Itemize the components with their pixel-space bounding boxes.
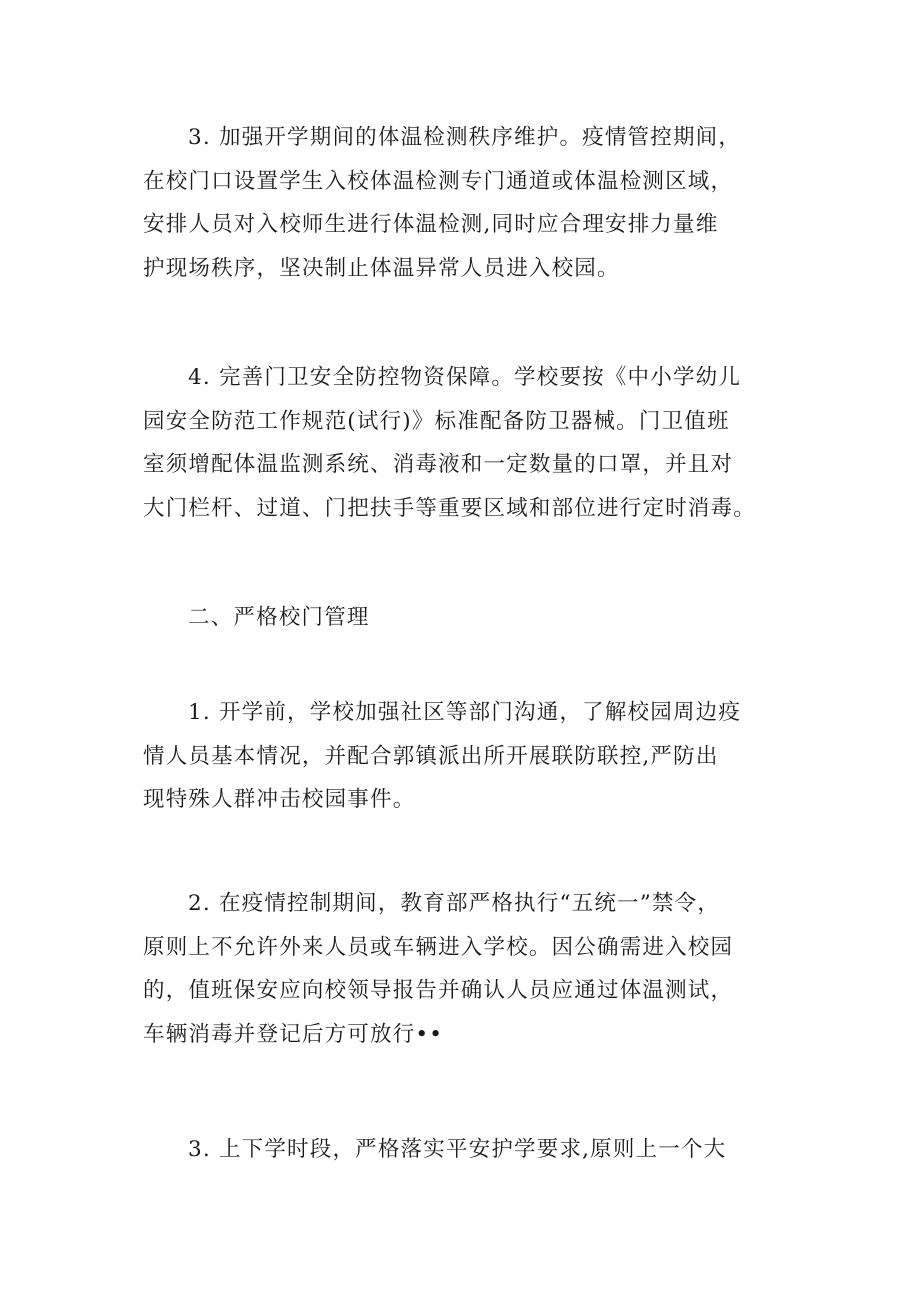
text-line: 安排人员对入校师生进行体温检测,同时应合理安排力量维 bbox=[143, 212, 719, 238]
text-line: 1. 开学前，学校加强社区等部门沟通，了解校园周边疫 bbox=[188, 700, 742, 725]
text-line: 4. 完善门卫安全防控物资保障。学校要按《中小学幼儿 bbox=[188, 365, 742, 390]
text-line: 室须增配体温监测系统、消毒液和一定数量的口罩，并且对 bbox=[143, 452, 734, 478]
paragraph-before-school-start bbox=[143, 691, 793, 822]
text-line: 车辆消毒并登记后方可放行•• bbox=[143, 1022, 444, 1048]
paragraph-body-temperature-check bbox=[143, 116, 793, 291]
text-line: 的，值班保安应向校领导报告并确认人员应通过体温测试， bbox=[143, 978, 734, 1004]
text-line: 园安全防范工作规范(试行)》标准配备防卫器械。门卫值班 bbox=[143, 408, 730, 434]
text-line: 3. 加强开学期间的体温检测秩序维护。疫情管控期间， bbox=[188, 125, 742, 150]
heading-text: 二、严格校门管理 bbox=[188, 605, 370, 630]
paragraph-epidemic-control-period bbox=[143, 882, 793, 1057]
section-heading bbox=[143, 596, 793, 640]
text-line: 2. 在疫情控制期间，教育部严格执行“五统一”禁令， bbox=[188, 891, 721, 916]
text-line: 护现场秩序，坚决制止体温异常人员进入校园。 bbox=[143, 256, 620, 282]
text-line: 大门栏杆、过道、门把扶手等重要区域和部位进行定时消毒。 bbox=[143, 496, 756, 522]
paragraph-school-hours bbox=[143, 1128, 793, 1172]
text-line: 情人员基本情况，并配合郭镇派出所开展联防联控,严防出 bbox=[143, 743, 719, 769]
text-line: 3. 上下学时段，严格落实平安护学要求,原则上一个大 bbox=[188, 1137, 727, 1162]
text-line: 原则上不允许外来人员或车辆进入学校。因公确需进入校园 bbox=[143, 934, 734, 960]
text-line: 现特殊人群冲击校园事件。 bbox=[143, 787, 416, 813]
text-line: 在校门口设置学生入校体温检测专门通道或体温检测区域， bbox=[143, 168, 734, 194]
paragraph-guard-supplies bbox=[143, 356, 793, 531]
